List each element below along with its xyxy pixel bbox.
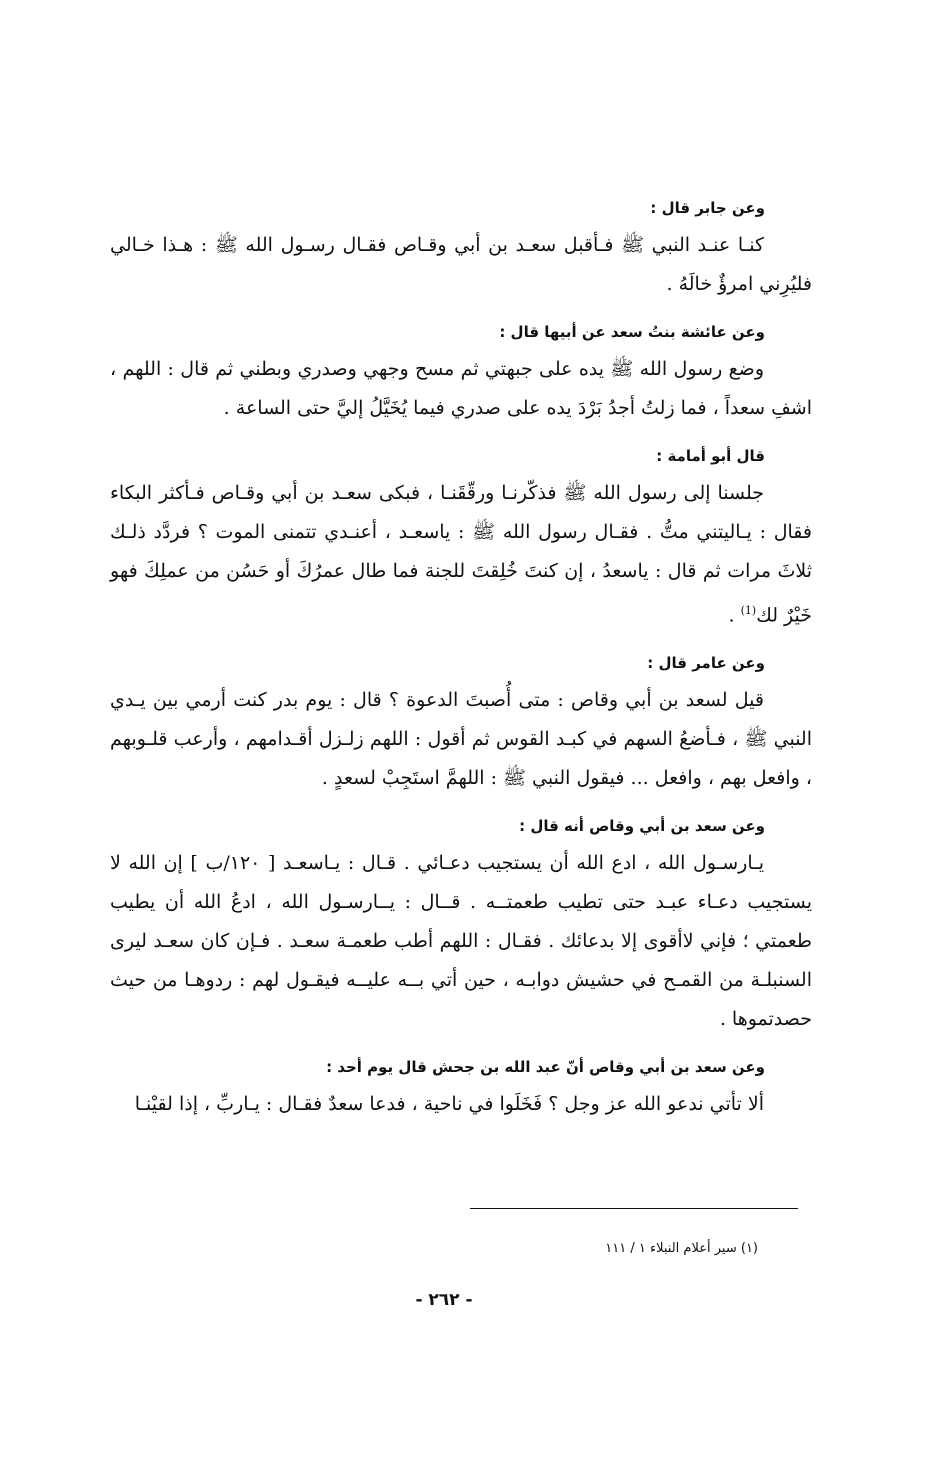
section-paragraph: ألا تأتي ندعو الله عز وجل ؟ فَخَلَوا في ناحية ، فدعا سعدٌ فقـال : يـاربِّ ، إذا لقيْنـا — [134, 1093, 764, 1116]
paragraph-text-end: . — [728, 604, 741, 627]
section-paragraph: وضع رسول الله ﷺ يده على جبهتي ثم مسح وجهي وصدري وبطني ثم قال : اللهم ، اشفِ سعداً ، فما زلتُ أجدُ بَرْدَ يده على صدري فيما يُخَيَّلُ إليَّ حتى الساعة . — [110, 358, 812, 419]
footnote: (١) سير أعلام النبلاء ١ / ١١١ — [605, 1241, 758, 1256]
section-paragraph: قيل لسعد بن أبي وقاص : متى أُصبتَ الدعوة ؟ قال : يوم بدر كنت أرمي بين يـدي النبي ﷺ ، فـأضعُ السهم في كبـد القوس ثم أقول : اللهم زلـزل أقـدامهم ، وأرعب قلـوبهم ، وافعل بهم ، وافعل ... فيقول النبي ﷺ : اللهمَّ استَجِبْ لسعدٍ . — [110, 689, 812, 790]
page-content — [110, 198, 812, 1142]
section-heading: وعن جابر قال : — [650, 199, 765, 217]
page-number: - ٢٦٢ - — [415, 1290, 473, 1310]
section-paragraph: كنـا عنـد النبي ﷺ فـأقبل سعـد بن أبي وقـاص فقـال رسـول الله ﷺ : هـذا خـالي فليُرِني امرؤٌ خالَهُ . — [110, 234, 812, 295]
section-heading: وعن سعد بن أبي وقاص أنّ عبد الله بن جحش قال يوم أحد : — [326, 1058, 765, 1077]
section-heading: وعن سعد بن أبي وقاص أنه قال : — [519, 817, 765, 836]
section-paragraph: يـارسـول الله ، ادع الله أن يستجيب دعـائي . قـال : يـاسعـد [ ١٢٠/ب ] إن الله لا يستجيب دعـاء عبـد حتى تطيب طعمتــه . قــال : يــارسـول الله ، ادعُ الله أن يطيب طعمتي ؛ فإني لاأقوى إلا بدعائك . فقـال : اللهم أطب طعمـة سعـد . فـإن كان سعـد ليرى السنبلـة من القمـح في حشيش دوابـه ، حين أتي بــه عليــه فيقـول لهم : ردوهـا من حيث حصدتموها . — [110, 852, 812, 1031]
section-heading: وعن عامر قال : — [647, 654, 765, 673]
paragraph-text: جلسنا إلى رسول الله ﷺ فذكّرنـا ورقّقَنـا ، فبكى سعـد بن أبي وقـاص فـأكثر البكاء فقال : يـاليتني متُّ . فقـال رسول الله ﷺ : ياسعـد ، أعنـدي تتمنى الموت ؟ فردَّد ذلـك ثلاثَ مرات ثم قال : ياسعدُ ، إن كنتَ خُلِقتَ للجنة فما طال عمرُكَ أو حَسُن من عملِكَ فهو خَيْرٌ لك — [110, 482, 812, 627]
footnote-divider — [470, 1208, 798, 1209]
section-heading: وعن عائشة بنتُ سعد عن أبيها قال : — [499, 323, 765, 341]
section-paragraph — [110, 474, 812, 635]
section-heading: قال أبو أمامة : — [656, 447, 765, 465]
footnote-reference: (1) — [740, 604, 757, 617]
